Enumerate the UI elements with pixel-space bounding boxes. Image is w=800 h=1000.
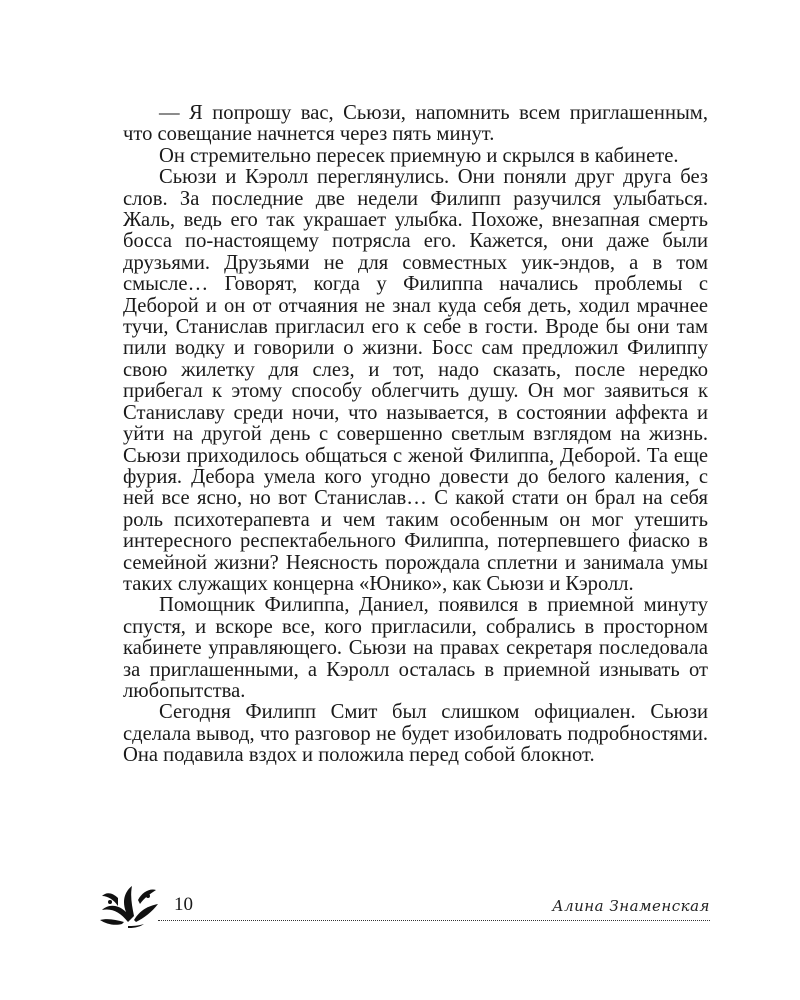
paragraph: Помощник Филиппа, Даниел, появился в приемной минуту спустя, и вскоре все, кого пригласили, собрались в просторном кабинете управляющего. Сьюзи на правах секретаря последовала за приглашенными, а Кэролл осталась в приемной изнывать от любопытства. [123,594,708,702]
paragraph: Сегодня Филипп Смит был слишком официален. Сьюзи сделала вывод, что разговор не будет изобиловать подробностями. Она подавила вздох и положила перед собой блокнот. [123,701,708,767]
paragraph: Сьюзи и Кэролл переглянулись. Они поняли друг друга без слов. За последние две недели Филипп разучился улыбаться. Жаль, ведь его так украшает улыбка. Похоже, внезапная смерть босса по-настоящему потрясла его. Кажется, они даже были друзьями. Друзьями не для совместных уик-эндов, а в том смысле… Говорят, когда у Филиппа начались проблемы с Деборой и он от отчаяния не знал куда себя деть, ходил мрачнее тучи, Станислав пригласил его к себе в гости. Вроде бы они там пили водку и говорили о жизни. Босс сам предложил Филиппу свою жилетку для слез, и тот, надо сказать, после нередко прибегал к этому способу облегчить душу. Он мог заявиться к Станиславу среди ночи, что называется, в состоянии аффекта и уйти на другой день с совершенно светлым взглядом на жизнь. Сьюзи приходилось общаться с женой Филиппа, Деборой. Та еще фурия. Дебора умела кого угодно довести до белого каления, с ней все ясно, но вот Станислав… С какой стати он брал на себя роль психотерапевта и чем таким особенным он мог утешить интересного респектабельного Филиппа, потерпевшего фиаско в семейной жизни? Неясность порождала сплетни и занимала умы таких служащих концерна «Юнико», как Сьюзи и Кэролл. [123,166,708,595]
paragraph: — Я попрошу вас, Сьюзи, напомнить всем приглашенным, что совещание начнется через пять минут. [123,102,708,146]
page-footer [98,880,710,930]
floral-ornament-icon [98,880,160,930]
paragraph: Он стремительно пересек приемную и скрылся в кабинете. [159,144,679,167]
page-number: 10 [174,894,193,915]
footer-divider [158,920,710,921]
author-name: Алина Знаменская [552,897,710,915]
body-text [123,103,708,767]
